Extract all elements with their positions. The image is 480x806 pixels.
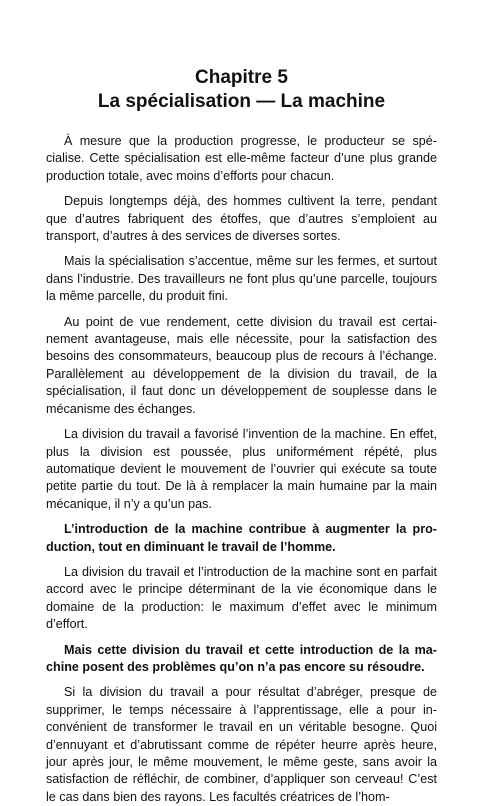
paragraph-7: La division du travail et l’introduction de la machine sont en parfait accord avec le principe déterminant de la vie économique dans le domaine de la production: le maximum d’effet avec le minimum d’effort. bbox=[46, 564, 437, 632]
paragraph-5: La division du travail a favorisé l’invention de la machine. En effet, plus la division est poussée, plus uniformément répété, plus automatique devient le mouvement de l’ouvrier qui exécute sa toute petite partie du tout. De là à remplacer la main humaine par la main mécanique, il n’y a qu’un pas. bbox=[46, 427, 437, 511]
chapter-number: Chapitre 5 bbox=[195, 67, 288, 88]
paragraph-6-emphasis: L’introduction de la machine contribue à augmenter la production, tout en diminuant le travail de l’homme. bbox=[46, 522, 437, 554]
paragraph-9: Si la division du travail a pour résultat d’abréger, presque de supprimer, le temps nécessaire à l’apprentissage, elle a pour inconvénient de transformer le travail en un véritable besogne. Quoi d’ennuyant et d’abrutissant comme de répéter heurre après heure, jour après jour, le même mouvement, le même geste, sans avoir la satisfaction de réfléchir, de combiner, d’appliquer son cerveau! C’est le cas dans bien des rayons. Les facultés créatrices de l’hom- bbox=[46, 685, 437, 804]
paragraph-2: Depuis longtemps déjà, des hommes cultivent la terre, pendant que d’autres fabriquent des étoffes, que d’autres s’emploient au transport, d’autres à des services de diverses sortes. bbox=[46, 194, 437, 244]
paragraph-1: À mesure que la production progresse, le producteur se spécialise. Cette spécialisation est elle-même facteur d’une plus grande production totale, avec moins d’efforts pour chacun. bbox=[46, 134, 437, 183]
chapter-title: La spécialisation — La machine bbox=[97, 91, 386, 112]
paragraph-3: Mais la spécialisation s’accentue, même sur les fermes, et surtout dans l’industrie. Des travailleurs ne font plus qu’une parcelle, toujours la même parcelle, du produit fini. bbox=[46, 254, 437, 304]
paragraph-4: Au point de vue rendement, cette division du travail est certainement avantageuse, mais elle nécessite, pour la satisfaction des besoins des consommateurs, beaucoup plus de recours à l’échange. Parallèlement au développement de la division du travail, de la spécialisation, il faut donc un développement de souplesse dans le mécanisme des échanges. bbox=[46, 314, 437, 416]
paragraph-8-emphasis: Mais cette division du travail et cette introduction de la machine posent des problèmes qu’on n’a pas encore su résoudre. bbox=[46, 642, 437, 674]
